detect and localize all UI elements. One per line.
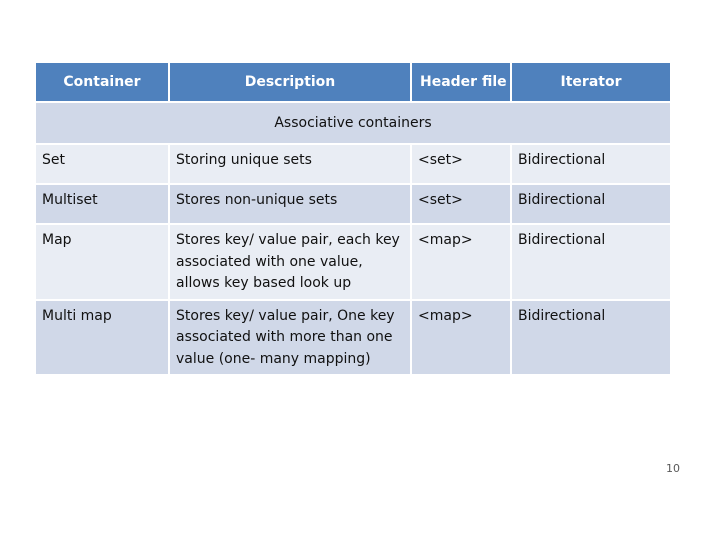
cell-iterator: Bidirectional (511, 224, 671, 300)
header-row (35, 62, 671, 102)
cell-description: Stores key/ value pair, One key associated with more than one value (one- many mapping) (169, 300, 411, 376)
column-header-header-file: Header file (411, 62, 511, 102)
column-header-description: Description (169, 62, 411, 102)
cell-container: Map (35, 224, 169, 300)
column-header-container: Container (35, 62, 169, 102)
cell-header-file: <set> (411, 184, 511, 224)
cell-header-file: <set> (411, 144, 511, 184)
container-table (34, 61, 672, 376)
table-row (35, 144, 671, 184)
cell-container: Multi map (35, 300, 169, 376)
slide-number: 10 (666, 462, 680, 475)
cell-iterator: Bidirectional (511, 300, 671, 376)
cell-header-file: <map> (411, 300, 511, 376)
cell-header-file: <map> (411, 224, 511, 300)
section-row (35, 102, 671, 144)
table-row (35, 224, 671, 300)
cell-iterator: Bidirectional (511, 184, 671, 224)
table-row (35, 184, 671, 224)
cell-description: Stores non-unique sets (169, 184, 411, 224)
cell-container: Set (35, 144, 169, 184)
cell-container: Multiset (35, 184, 169, 224)
cell-iterator: Bidirectional (511, 144, 671, 184)
cell-description: Stores key/ value pair, each key associated with one value, allows key based look up (169, 224, 411, 300)
column-header-iterator: Iterator (511, 62, 671, 102)
table-row (35, 300, 671, 376)
cell-description: Storing unique sets (169, 144, 411, 184)
section-title: Associative containers (35, 102, 671, 144)
